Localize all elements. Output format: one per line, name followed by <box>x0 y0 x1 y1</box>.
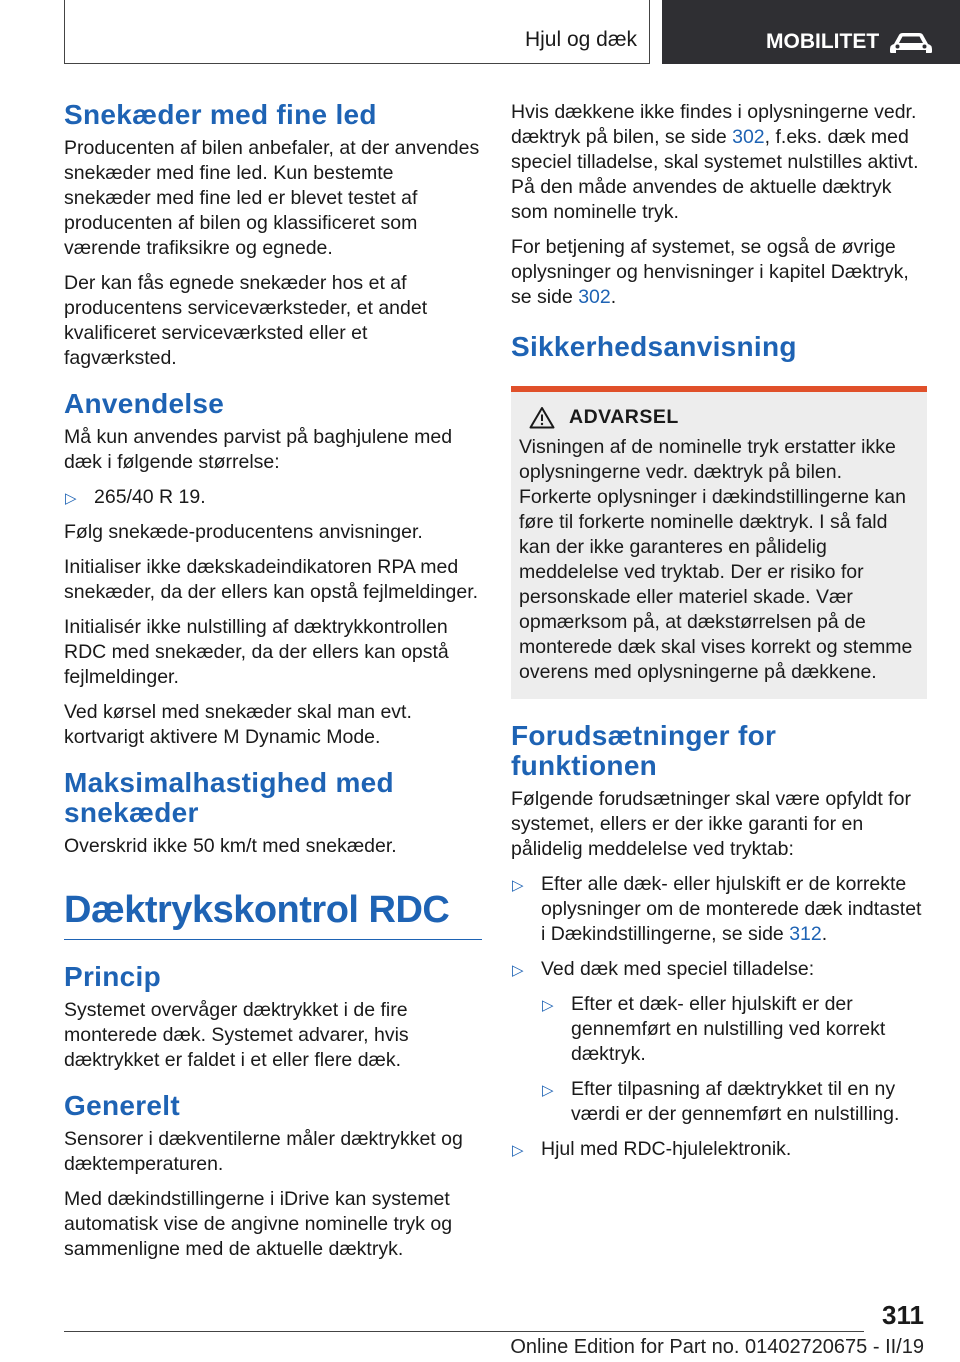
triangle-bullet-icon: ▷ <box>512 1142 524 1159</box>
list-item-text: Ved dæk med speciel tilladelse: <box>541 958 815 980</box>
right-column <box>511 100 927 1172</box>
heading-general: Generelt <box>64 1090 180 1121</box>
paragraph: Initialisér ikke nulstilling af dæktrykkontrollen RDC med snekæder, da der ellers kan opstå fejlmeldinger. <box>64 616 449 688</box>
heading-prerequisites: Forudsætninger for funktionen <box>511 720 777 781</box>
list-item: ▷ Efter alle dæk- eller hjulskift er de korrekte oplysninger om de monterede dæk indtastet i Dækindstillingerne, se side 312. <box>512 873 922 945</box>
paragraph: Følgende forudsætninger skal være opfyldt for systemet, ellers er der ikke garanti for en pålidelig meddelelse ved tryktab: <box>511 788 911 860</box>
paragraph: Initialiser ikke dækskadeindikatoren RPA med snekæder, da der ellers kan opstå fejlmeldinger. <box>64 556 479 603</box>
paragraph: Ved kørsel med snekæder skal man evt. kortvarigt aktivere M Dynamic Mode. <box>64 701 412 748</box>
page-number: 311 <box>882 1300 924 1330</box>
header-section-title: Hjul og dæk <box>524 28 637 51</box>
footer-edition-text: Online Edition for Part no. 01402720675 - II/19 <box>510 1336 924 1358</box>
heading-safety: Sikkerhedsanvisning <box>511 331 797 362</box>
warning-text: Visningen af de nominelle tryk erstatter ikke oplysningerne vedr. dæktryk på bilen. Forkerte oplysninger i dækindstillingerne kan føre til forkerte nominelle dæktryk. I så fald kan der ikke garanteres en pålidelig meddelelse ved tryktab. Der er risiko for personskade eller materiel skade. Vær opmærksom på, at dækstørrelsen på de monterede dæk skal vises korrekt og stemme overens med oplysningerne på dækkene. <box>519 436 913 683</box>
heading-usage: Anvendelse <box>64 388 225 419</box>
warning-label: ADVARSEL <box>569 406 679 428</box>
header-section-box <box>64 0 650 64</box>
paragraph: Der kan fås egnede snekæder hos et af producentens serviceværksteder, et andet kvalificeret serviceværksted eller et fagværksted. <box>64 272 428 369</box>
page-link-302[interactable]: 302 <box>732 126 765 148</box>
list-item-text: Hjul med RDC-hjulelektronik. <box>541 1138 792 1160</box>
page-link-312[interactable]: 312 <box>789 923 822 945</box>
sub-list-item <box>541 992 927 1067</box>
list-item <box>511 957 927 982</box>
heading-snow-chains: Snekæder med fine led <box>64 99 377 130</box>
heading-principle: Princip <box>64 961 162 992</box>
triangle-bullet-icon: ▷ <box>512 962 524 979</box>
chapter-title: Dæktrykskontrol RDC <box>64 889 450 931</box>
header-chapter-tab <box>662 0 960 64</box>
list-item-text: Efter tilpasning af dæktrykket til en ny værdi er der gennemført en nulstilling. <box>571 1078 900 1125</box>
footer-divider <box>64 1331 864 1332</box>
paragraph: Hvis dækkene ikke findes i oplysningerne vedr. dæktryk på bilen, se side 302, f.eks. dæk med speciel tilladelse, skal systemet nulstilles aktivt. På den måde anvendes de aktuelle dæktryk som nominelle tryk. <box>511 101 919 223</box>
header-tab-label: MOBILITET <box>766 30 880 53</box>
heading-max-speed: Maksimalhastighed med snekæder <box>64 767 394 828</box>
paragraph: Følg snekæde-producentens anvisninger. <box>64 521 423 543</box>
paragraph: For betjening af systemet, se også de øvrige oplysninger og henvisninger i kapitel Dæktryk, se side 302. <box>511 236 909 308</box>
warning-box <box>511 386 927 699</box>
list-item-text: Efter et dæk- eller hjulskift er der gennemført en nulstilling ved korrekt dæktryk. <box>571 993 886 1065</box>
triangle-bullet-icon: ▷ <box>512 877 524 894</box>
sub-list-item <box>541 1077 927 1127</box>
paragraph: Overskrid ikke 50 km/t med snekæder. <box>64 835 397 857</box>
paragraph: Producenten af bilen anbefaler, at der anvendes snekæder med fine led. Kun bestemte snekæder med fine led er blevet testet af producenten af bilen og klassificeret som værende trafiksikre og egnede. <box>64 137 480 259</box>
warning-triangle-icon <box>529 406 555 429</box>
list-item-text: 265/40 R 19. <box>94 486 206 508</box>
page-link-302[interactable]: 302 <box>578 286 611 308</box>
chapter-title-block <box>64 889 482 940</box>
list-item <box>64 485 482 510</box>
warning-title <box>529 406 919 429</box>
left-column <box>64 100 482 1272</box>
paragraph: Må kun anvendes parvist på baghjulene med dæk i følgende størrelse: <box>64 426 453 473</box>
paragraph: Systemet overvåger dæktrykket i de fire monterede dæk. Systemet advarer, hvis dæktrykket er faldet i et eller flere dæk. <box>64 999 409 1071</box>
paragraph: Sensorer i dækventilerne måler dæktrykket og dæktemperaturen. <box>64 1128 463 1175</box>
triangle-bullet-icon: ▷ <box>542 1082 554 1099</box>
list-item <box>511 1137 927 1162</box>
car-icon <box>888 30 934 56</box>
triangle-bullet-icon: ▷ <box>65 490 77 507</box>
triangle-bullet-icon: ▷ <box>542 997 554 1014</box>
paragraph: Med dækindstillingerne i iDrive kan systemet automatisk vise de angivne nominelle tryk og sammenligne med de aktuelle dæktryk. <box>64 1188 453 1260</box>
